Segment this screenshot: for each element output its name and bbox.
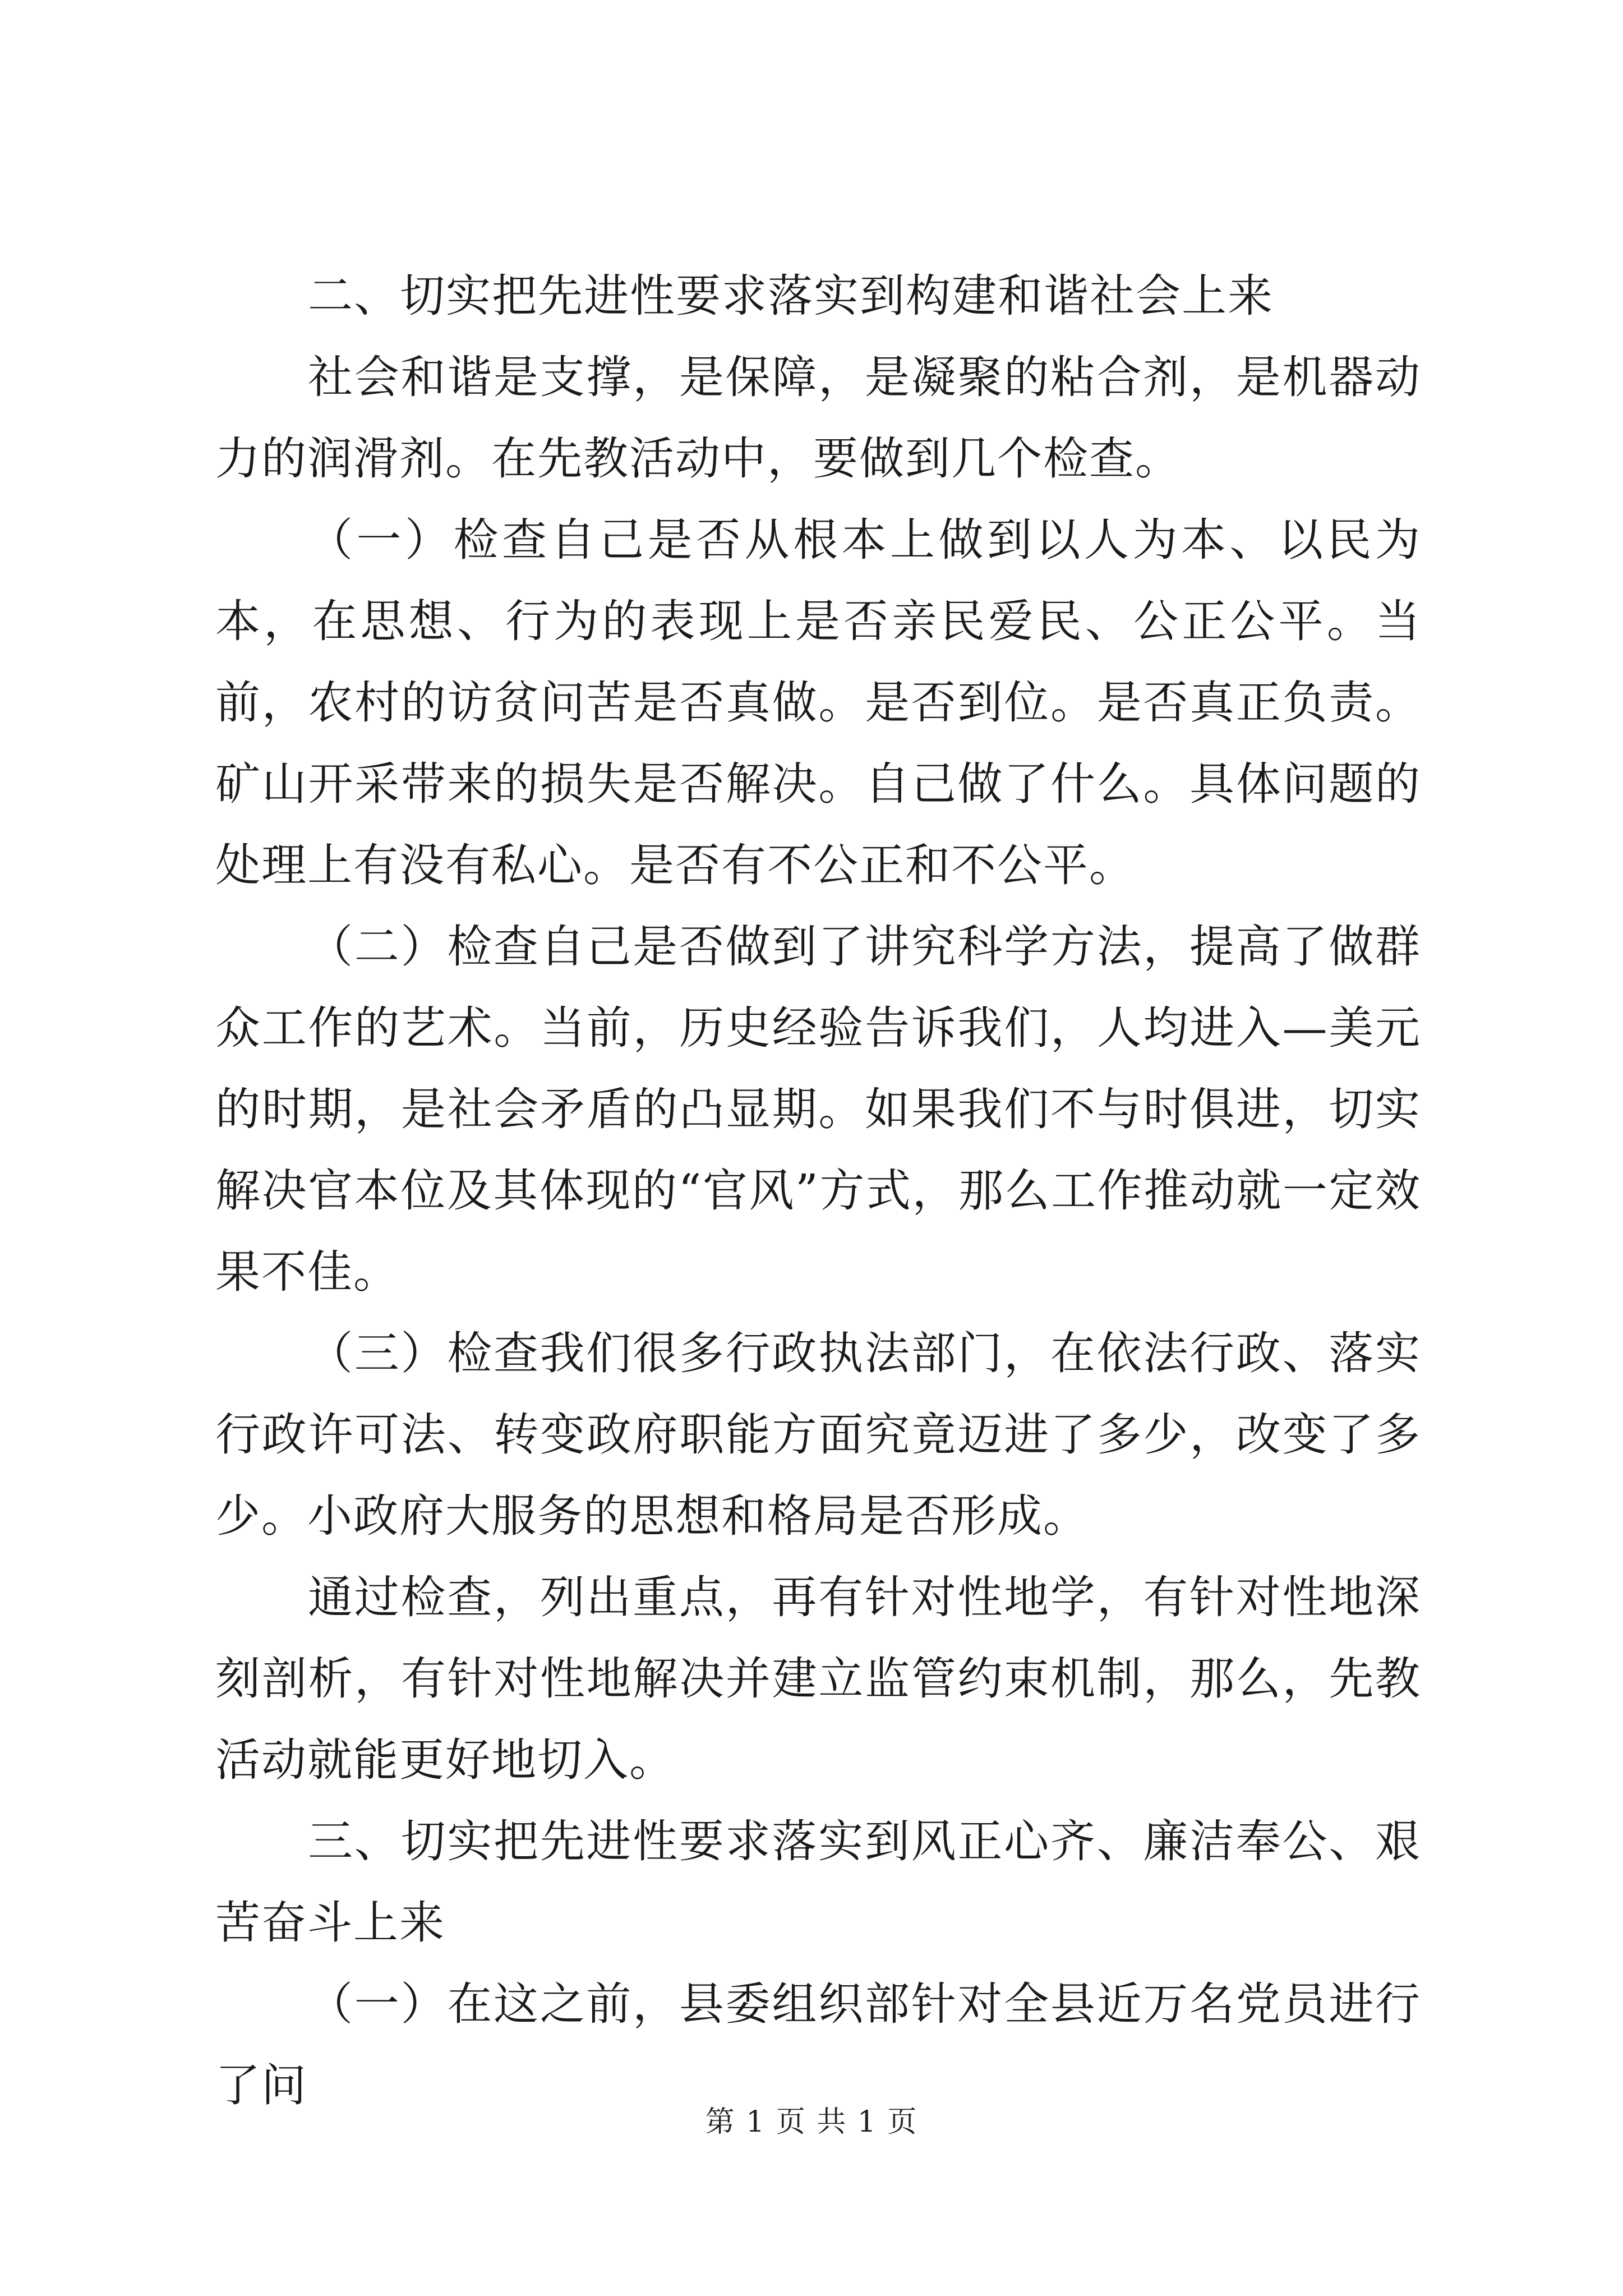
page-footer: 第 1 页 共 1 页 xyxy=(705,2105,918,2139)
paragraph-intro: 社会和谐是支撑，是保障，是凝聚的粘合剂，是机器动力的润滑剂。在先教活动中，要做到几个检查。 xyxy=(215,351,1421,485)
paragraph-section3-item-1: （一）在这之前，县委组织部针对全县近万名党员进行了问 xyxy=(215,1978,1421,2111)
paragraph-check-2: （二）检查自己是否做到了讲究科学方法，提高了做群众工作的艺术。当前，历史经验告诉我们，人均进入—美元的时期，是社会矛盾的凸显期。如果我们不与时俱进，切实解决官本位及其体现的“官风”方式，那么工作推动就一定效果不佳。 xyxy=(215,921,1421,1298)
document-body xyxy=(215,255,1421,2126)
paragraph-check-3: （三）检查我们很多行政执法部门，在依法行政、落实行政许可法、转变政府职能方面究竟迈进了多少，改变了多少。小政府大服务的思想和格局是否形成。 xyxy=(215,1327,1421,1542)
paragraph-summary: 通过检查，列出重点，再有针对性地学，有针对性地深刻剖析，有针对性地解决并建立监管约束机制，那么，先教活动就能更好地切入。 xyxy=(215,1571,1421,1786)
section-heading-2: 二、切实把先进性要求落实到构建和谐社会上来 xyxy=(308,270,1274,322)
paragraph-check-1: （一）检查自己是否从根本上做到以人为本、以民为本，在思想、行为的表现上是否亲民爱民、公正公平。当前，农村的访贫问苦是否真做。是否到位。是否真正负责。矿山开采带来的损失是否解决。自己做了什么。具体问题的处理上有没有私心。是否有不公正和不公平。 xyxy=(215,514,1421,891)
section-heading-3: 三、切实把先进性要求落实到风正心齐、廉洁奉公、艰苦奋斗上来 xyxy=(215,1815,1421,1949)
